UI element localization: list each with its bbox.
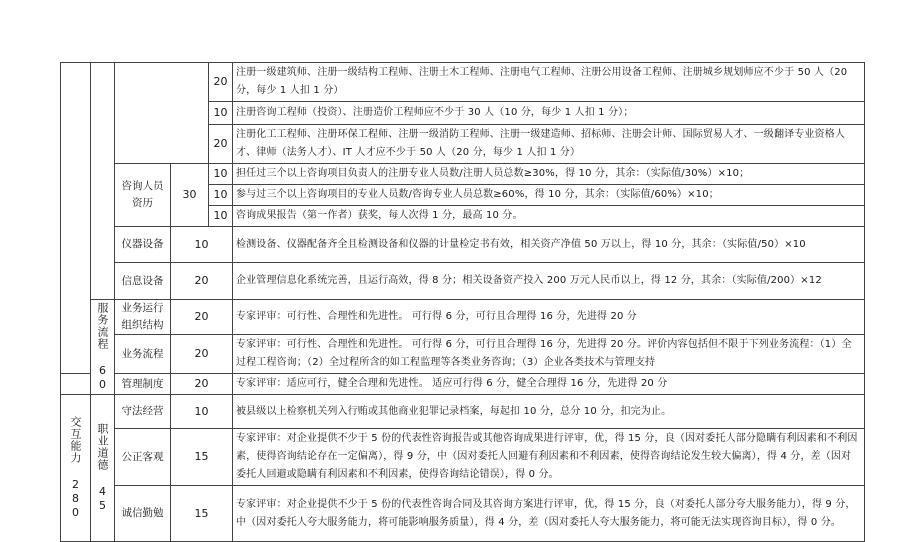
table-row <box>61 374 865 395</box>
score-cell: 20 <box>209 125 233 164</box>
score-cell: 10 <box>209 185 233 206</box>
item-score: 20 <box>171 300 233 335</box>
criteria-cell: 注册化工工程师、注册环保工程师、注册一级消防工程师、注册一级建造师、招标师、注册会计师、国际贸易人才、一级翻译专业资格人才、律师（法务人才）、IT 人才应不少于 50 人（20 分，每少 1 人扣 1 分） <box>233 125 865 164</box>
criteria-cell: 注册咨询工程师（投资）、注册造价工程师应不少于 30 人（10 分，每少 1 人扣 1 分）； <box>233 102 865 125</box>
criteria-cell: 咨询成果报告（第一作者）获奖，每人次得 1 分，最高 10 分。 <box>233 206 865 227</box>
item-score: 10 <box>171 227 233 263</box>
service-process-label: 服务流程 60 <box>96 302 109 392</box>
criteria-cell: 参与过三个以上咨询项目的专业人员数/咨询专业人员总数≥60%，得 10 分，其余：（实际值/60%）×10； <box>233 185 865 206</box>
item-label: 仪器设备 <box>115 227 171 263</box>
item-label: 公正客观 <box>115 429 171 486</box>
item-cell <box>115 63 209 164</box>
criteria-cell: 专家评审：可行性、合理性和先进性。 可行得 6 分，可行且合理得 16 分，先进得 20 分。评价内容包括但不限于下列业务流程：（1）全过程工程咨询；（2）全过程所含的如工程监理等各类业务咨询；（3）企业各类技术与管理支持 <box>233 335 865 374</box>
criteria-cell: 企业管理信息化系统完善，且运行高效，得 8 分；相关设备资产投入 200 万元人民币以上，得 12 分，其余：（实际值/200）×12 <box>233 263 865 300</box>
item-label: 守法经营 <box>115 395 171 429</box>
item-score: 20 <box>171 374 233 395</box>
item-label: 咨询人员资历 <box>115 164 171 227</box>
professional-ethics-label: 职业道德 45 <box>96 423 109 513</box>
item-score: 15 <box>171 429 233 486</box>
item-label: 业务运行组织结构 <box>115 300 171 335</box>
item-label: 诚信勤勉 <box>115 486 171 542</box>
item-score: 15 <box>171 486 233 542</box>
criteria-cell: 被县级以上检察机关列入行贿或其他商业犯罪记录档案，每起扣 10 分，总分 10 分，扣完为止。 <box>233 395 865 429</box>
criteria-cell: 专家评审：对企业提供不少于 5 份的代表性咨询合同及其咨询方案进行评审，优，得 15 分，良（对委托人部分夸大服务能力），得 9 分，中（因对委托人夸大服务能力，将可能影响服务质量），得 4 分，差（因对委托人夸大服务能力，将可能无法实现咨询目标），得 0 分。 <box>233 486 865 542</box>
table-row <box>61 227 865 263</box>
criteria-cell: 专家评审：可行性、合理性和先进性。 可行得 6 分，可行且合理得 16 分，先进得 20 分 <box>233 300 865 335</box>
table-row <box>61 395 865 429</box>
criteria-cell: 专家评审：适应可行，健全合理和先进性。 适应可行得 6 分，健全合理得 16 分，先进得 20 分 <box>233 374 865 395</box>
criteria-cell: 注册一级建筑师、注册一级结构工程师、注册土木工程师、注册电气工程师、注册公用设备工程师、注册城乡规划师应不少于 50 人（20 分，每少 1 人扣 1 分） <box>233 63 865 102</box>
criteria-cell: 担任过三个以上咨询项目负责人的注册专业人员数/注册人员总数≥30%，得 10 分，其余：（实际值/30%）×10； <box>233 164 865 185</box>
score-cell: 10 <box>209 164 233 185</box>
table-row <box>61 486 865 542</box>
subcategory-cell <box>91 300 115 395</box>
item-score: 10 <box>171 395 233 429</box>
subcategory-cell <box>91 395 115 542</box>
table-row <box>61 164 865 185</box>
subcategory-cell <box>91 63 115 300</box>
table-row <box>61 63 865 102</box>
criteria-cell: 检测设备、仪器配备齐全且检测设备和仪器的计量检定书有效，相关资产净值 50 万以上，得 10 分，其余：（实际值/50）×10 <box>233 227 865 263</box>
category-cell <box>61 374 91 395</box>
table-row <box>61 300 865 335</box>
item-label: 管理制度 <box>115 374 171 395</box>
interaction-ability-label: 交互能力 280 <box>69 416 82 520</box>
score-cell: 20 <box>209 63 233 102</box>
item-score: 20 <box>171 335 233 374</box>
score-cell: 10 <box>209 102 233 125</box>
criteria-cell: 专家评审：对企业提供不少于 5 份的代表性咨询报告或其他咨询成果进行评审，优，得 15 分，良（因对委托人部分隐瞒有利因素和不利因素，使得咨询结论存在一定偏离），得 9 分，中（因对委托人回避有利因素和不利因素，使得咨询结论发生较大偏离），得 4 分，差（因对委托人回避或隐瞒有利因素和不利因素，使得咨询结论错误），得 0 分。 <box>233 429 865 486</box>
item-label: 业务流程 <box>115 335 171 374</box>
table-row <box>61 263 865 300</box>
item-score: 30 <box>171 164 209 227</box>
item-score: 20 <box>171 263 233 300</box>
evaluation-table <box>60 62 865 542</box>
table-row <box>61 335 865 374</box>
table-row <box>61 429 865 486</box>
score-cell: 10 <box>209 206 233 227</box>
item-label: 信息设备 <box>115 263 171 300</box>
category-cell <box>61 395 91 542</box>
category-cell <box>61 63 91 374</box>
